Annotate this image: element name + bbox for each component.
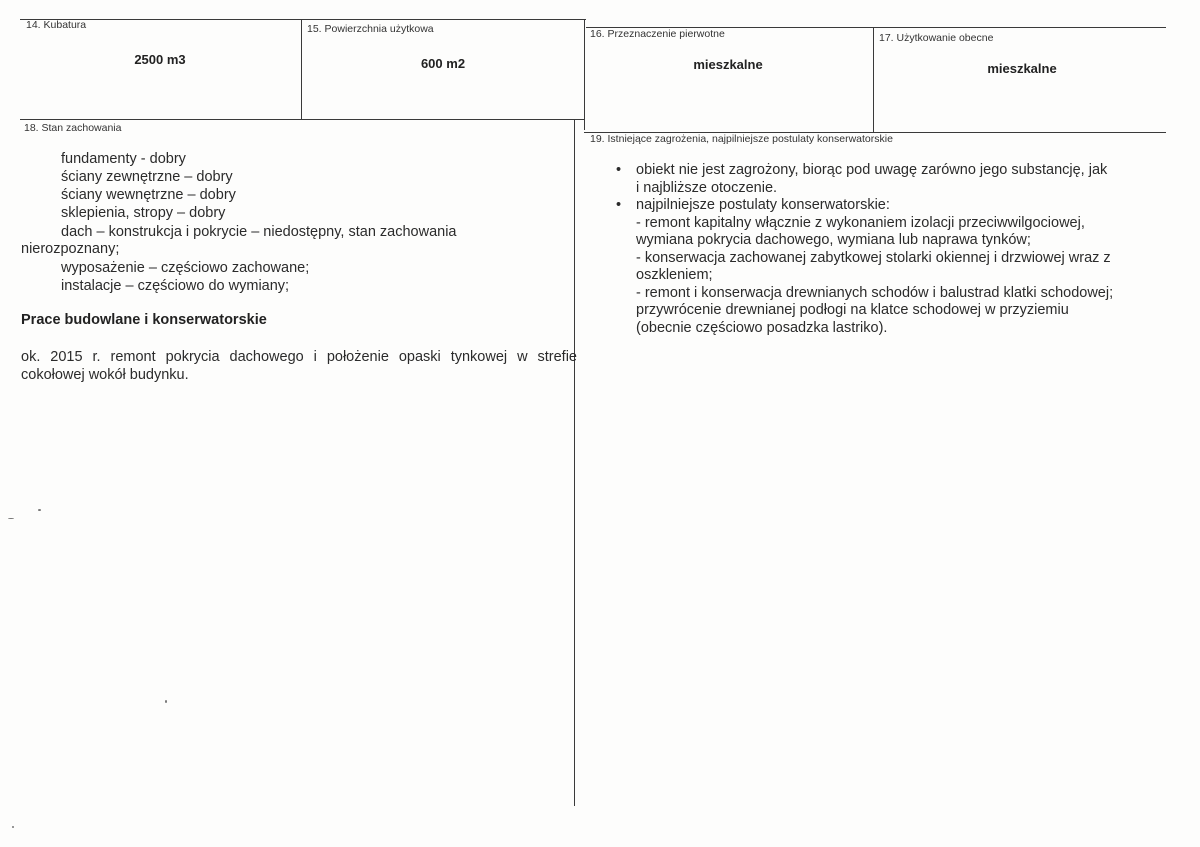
stan-line: ściany zewnętrzne – dobry xyxy=(61,169,233,185)
column-divider xyxy=(301,19,302,119)
scan-speck xyxy=(12,826,14,828)
zagrozenia-list xyxy=(616,162,1161,337)
prace-heading: Prace budowlane i konserwatorskie xyxy=(21,312,267,328)
scan-speck xyxy=(38,509,41,511)
scan-speck xyxy=(8,518,14,519)
list-item-line: przywrócenie drewnianej podłogi na klatce schodowej w przyziemiu xyxy=(636,302,1069,318)
list-item-line: - remont kapitalny włącznie z wykonaniem izolacji przeciwwilgociowej, xyxy=(636,214,1085,231)
kubatura-label: 14. Kubatura xyxy=(26,19,87,31)
top-row-border xyxy=(20,19,586,20)
list-item-line: - remont i konserwacja drewnianych schodów i balustrad klatki schodowej; xyxy=(636,284,1114,301)
powierzchnia-value: 600 m2 xyxy=(420,56,466,71)
lower-column-divider xyxy=(574,119,575,806)
list-item-line: wymiana pokrycia dachowego, wymiana lub naprawa tynków; xyxy=(636,232,1031,248)
stan-line: dach – konstrukcja i pokrycie – niedostępny, stan zachowania xyxy=(61,224,457,240)
uzytkowanie-label: 17. Użytkowanie obecne xyxy=(879,32,994,44)
list-item-line: i najbliższe otoczenie. xyxy=(636,179,778,196)
column-divider xyxy=(584,20,585,130)
list-item xyxy=(616,162,1161,197)
stan-line: sklepienia, stropy – dobry xyxy=(61,205,226,221)
stan-line: instalacje – częściowo do wymiany; xyxy=(61,278,290,294)
list-item-line: oszkleniem; xyxy=(636,267,713,283)
bullet-icon: • xyxy=(616,162,622,178)
list-item-line: - konserwacja zachowanej zabytkowej stolarki okiennej i drzwiowej wraz z xyxy=(636,249,1111,266)
list-item-line: najpilniejsze postulaty konserwatorskie: xyxy=(636,197,890,213)
row-border xyxy=(20,119,584,120)
list-item-line: obiekt nie jest zagrożony, biorąc pod uwagę zarówno jego substancję, jak xyxy=(636,162,1108,178)
stan-zachowania-label: 18. Stan zachowania xyxy=(24,122,122,134)
scan-speck xyxy=(165,700,167,703)
stan-line: wyposażenie – częściowo zachowane; xyxy=(61,260,310,276)
kubatura-value: 2500 m3 xyxy=(134,52,186,67)
list-item-line: (obecnie częściowo posadzka lastriko). xyxy=(636,319,888,336)
powierzchnia-label: 15. Powierzchnia użytkowa xyxy=(307,23,434,35)
stan-line: nierozpoznany; xyxy=(21,241,120,257)
bullet-icon: • xyxy=(616,197,622,213)
przeznaczenie-label: 16. Przeznaczenie pierwotne xyxy=(590,28,725,40)
column-divider xyxy=(873,28,874,133)
uzytkowanie-value: mieszkalne xyxy=(987,61,1057,76)
stan-line: fundamenty - dobry xyxy=(61,151,186,167)
zagrozenia-label: 19. Istniejące zagrożenia, najpilniejsze postulaty konserwatorskie xyxy=(590,133,893,145)
list-item xyxy=(616,197,1161,337)
przeznaczenie-value: mieszkalne xyxy=(693,57,763,72)
stan-line: ściany wewnętrzne – dobry xyxy=(61,187,236,203)
prace-text: ok. 2015 r. remont pokrycia dachowego i położenie opaski tynkowej w strefie cokołowej wokół budynku. xyxy=(21,349,577,383)
